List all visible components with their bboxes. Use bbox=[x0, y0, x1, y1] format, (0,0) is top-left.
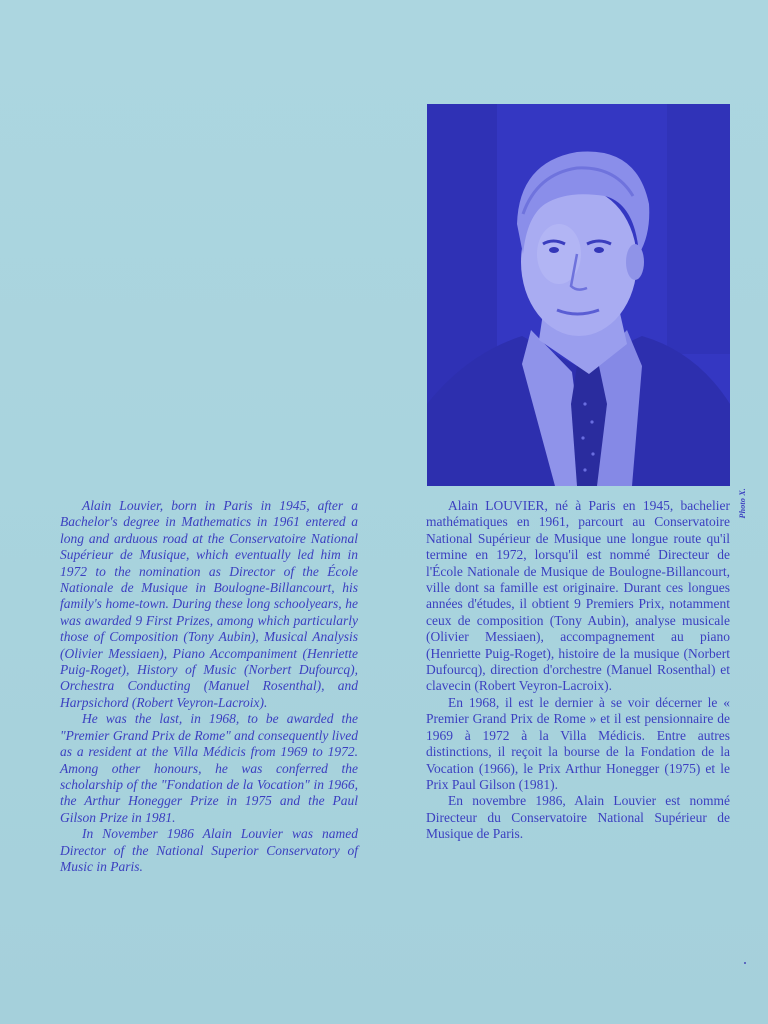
portrait-photo bbox=[427, 104, 730, 486]
biography-english bbox=[60, 498, 358, 875]
french-paragraph: En 1968, il est le dernier à se voir décerner le « Premier Grand Prix de Rome » et il est pensionnaire de 1969 à 1972 à la Villa Médicis. Entre autres distinctions, il reçoit la bourse de la Fondation de la Vocation (1966), le Prix Arthur Honegger (1975) et le Prix Paul Gilson (1981). bbox=[426, 694, 730, 792]
english-paragraph: Alain Louvier, born in Paris in 1945, after a Bachelor's degree in Mathematics in 1961 entered a long and arduous road at the Conservatoire National Supérieur de Musique, which eventually led him in 1972 to the nomination as Director of the École Nationale de Musique in Boulogne-Billancourt, his family's home-town. During these long schoolyears, he was awarded 9 First Prizes, among which particularly those of Composition (Tony Aubin), Musical Analysis (Olivier Messiaen), Piano Accompaniment (Henriette Puig-Roget), History of Music (Norbert Dufourcq), Orchestra Conducting (Manuel Rosenthal), and Harpsichord (Robert Veyron-Lacroix). bbox=[60, 498, 358, 710]
biography-french bbox=[426, 498, 730, 843]
french-paragraph: En novembre 1986, Alain Louvier est nommé Directeur du Conservatoire National Supérieur de Musique de Paris. bbox=[426, 793, 730, 842]
print-speck bbox=[744, 962, 746, 964]
french-paragraph: Alain LOUVIER, né à Paris en 1945, bachelier mathématiques en 1961, parcourt au Conservatoire National Supérieur de Musique une longue route qu'il termine en 1972, lorsqu'il est nommé Directeur de l'École Nationale de Musique de Boulogne-Billancourt, ville dont sa famille est originaire. Durant ces longues années d'études, il obtient 9 Premiers Prix, notamment ceux de composition (Tony Aubin), analyse musicale (Olivier Messiaen), accompagnement au piano (Henriette Puig-Roget), histoire de la musique (Norbert Dufourcq), direction d'orchestre (Manuel Rosenthal) et clavecin (Robert Veyron-Lacroix). bbox=[426, 498, 730, 694]
portrait-image bbox=[427, 104, 730, 486]
english-paragraph: He was the last, in 1968, to be awarded the "Premier Grand Prix de Rome" and consequently lived as a resident at the Villa Médicis from 1969 to 1972. Among other honours, he was conferred the scholarship of the "Fondation de la Vocation" in 1966, the Arthur Honegger Prize in 1975 and the Paul Gilson Prize in 1981. bbox=[60, 711, 358, 825]
photo-credit: Photo X. bbox=[738, 488, 747, 519]
english-paragraph: In November 1986 Alain Louvier was named Director of the National Superior Conservatory of Music in Paris. bbox=[60, 826, 358, 874]
